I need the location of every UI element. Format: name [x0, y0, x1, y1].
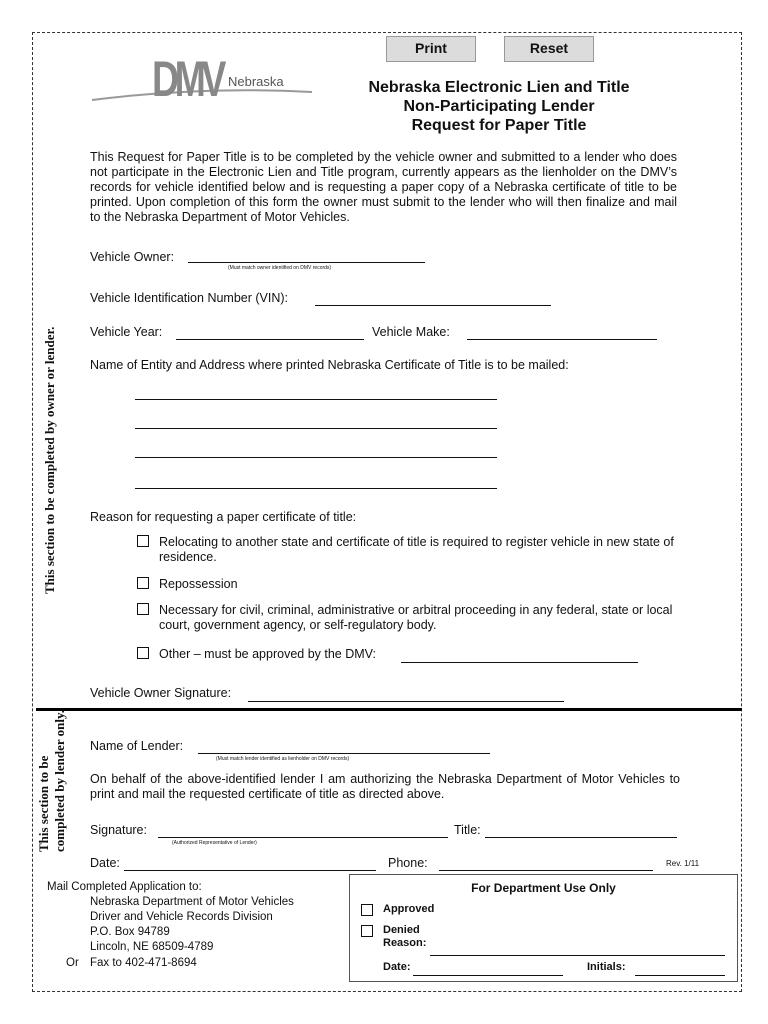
lender-phone-label: Phone: — [388, 856, 428, 870]
vehicle-year-label: Vehicle Year: — [90, 325, 163, 339]
mail-heading: Mail Completed Application to: — [47, 881, 202, 893]
owner-section-side-label: This section to be completed by owner or lender. — [42, 326, 57, 594]
approved-label: Approved — [383, 903, 435, 915]
address-line-2-input[interactable] — [135, 428, 497, 429]
entity-address-label: Name of Entity and Address where printed Nebraska Certificate of Title is to be mailed: — [90, 358, 569, 372]
vehicle-make-label: Vehicle Make: — [372, 325, 450, 339]
address-line-1-input[interactable] — [135, 399, 497, 400]
lender-phone-input[interactable] — [439, 870, 653, 871]
title-line-2: Non-Participating Lender — [403, 98, 595, 115]
vehicle-owner-input[interactable] — [188, 262, 425, 263]
reason-label: Reason for requesting a paper certificate of title: — [90, 510, 357, 524]
dmv-logo — [92, 50, 332, 118]
reason-other-input[interactable] — [401, 662, 638, 663]
revision-label: Rev. 1/11 — [666, 859, 700, 868]
lender-section-side-label-2: completed by lender only. — [52, 709, 67, 852]
title-line-1: Nebraska Electronic Lien and Title — [368, 79, 630, 96]
title-line-3: Request for Paper Title — [411, 117, 587, 134]
address-line-4-input[interactable] — [135, 488, 497, 489]
reason-label: Reason: — [383, 937, 427, 949]
lender-date-label: Date: — [90, 856, 120, 870]
vehicle-owner-hint: (Must match owner identified on DMV records) — [228, 265, 332, 271]
lender-date-input[interactable] — [124, 870, 376, 871]
mail-line-2: Driver and Vehicle Records Division — [90, 911, 273, 923]
lender-name-hint: (Must match lender identified as lienholder on DMV records) — [216, 756, 350, 762]
lender-title-label: Title: — [454, 823, 481, 837]
vin-input[interactable] — [315, 305, 551, 306]
vehicle-owner-label: Vehicle Owner: — [90, 250, 175, 264]
logo-dmv-text: DMV — [152, 51, 222, 107]
vehicle-year-input[interactable] — [176, 339, 364, 340]
lender-authorization-statement: On behalf of the above-identified lender I am authorizing the Nebraska Department of Motor Vehicles to print and mail the requested certificate of title as directed above. — [90, 772, 680, 801]
approved-checkbox[interactable] — [361, 904, 373, 916]
reason-legal-checkbox[interactable] — [137, 603, 149, 615]
mail-line-1: Nebraska Department of Motor Vehicles — [90, 896, 294, 908]
mail-fax: Fax to 402-471-8694 — [90, 957, 197, 969]
dept-initials-label: Initials: — [587, 961, 626, 973]
reason-legal-label: Necessary for civil, criminal, administrative or arbitral proceeding in any federal, state or local court, government agency, or self-regulatory body. — [159, 603, 673, 632]
lender-signature-hint: (Authorized Representative of Lender) — [172, 840, 257, 846]
denied-checkbox[interactable] — [361, 925, 373, 937]
logo-state-text: Nebraska — [228, 74, 284, 89]
department-use-box — [349, 874, 738, 982]
section-divider — [36, 708, 742, 711]
lender-title-input[interactable] — [485, 837, 677, 838]
owner-signature-input[interactable] — [248, 701, 564, 702]
lender-signature-label: Signature: — [90, 823, 147, 837]
lender-name-input[interactable] — [198, 753, 490, 754]
dept-initials-input[interactable] — [635, 975, 725, 976]
vehicle-make-input[interactable] — [467, 339, 657, 340]
print-button[interactable]: Print — [386, 36, 476, 62]
reason-relocating-checkbox[interactable] — [137, 535, 149, 547]
reason-other-label: Other – must be approved by the DMV: — [159, 647, 377, 661]
dept-date-label: Date: — [383, 961, 411, 973]
mail-or: Or — [66, 957, 79, 969]
lender-signature-input[interactable] — [158, 837, 448, 838]
mail-line-4: Lincoln, NE 68509-4789 — [90, 941, 214, 953]
lender-name-label: Name of Lender: — [90, 739, 184, 753]
dept-date-input[interactable] — [413, 975, 563, 976]
dept-heading: For Department Use Only — [471, 881, 616, 895]
reason-relocating-label: Relocating to another state and certificate of title is required to register vehicle in new state of residence. — [159, 535, 674, 564]
denied-label: Denied — [383, 924, 420, 936]
address-line-3-input[interactable] — [135, 457, 497, 458]
reason-other-checkbox[interactable] — [137, 647, 149, 659]
reason-repossession-checkbox[interactable] — [137, 577, 149, 589]
owner-signature-label: Vehicle Owner Signature: — [90, 686, 232, 700]
form-title — [340, 78, 658, 135]
vin-label: Vehicle Identification Number (VIN): — [90, 291, 289, 305]
reason-repossession-label: Repossession — [159, 577, 238, 591]
lender-section-side-label-1: This section to be — [36, 755, 51, 852]
mail-line-3: P.O. Box 94789 — [90, 926, 170, 938]
dept-reason-input[interactable] — [430, 955, 725, 956]
reset-button[interactable]: Reset — [504, 36, 594, 62]
intro-paragraph: This Request for Paper Title is to be completed by the vehicle owner and submitted to a lender who does not participate in the Electronic Lien and Title program, currently appears as the lienholder on the DMV’s records for vehicle identified below and is requesting a paper copy of a Nebraska certificate of title to be printed. Upon completion of this form the owner must submit to the lender who will then finalize and mail to the Nebraska Department of Motor Vehicles. — [90, 150, 677, 224]
